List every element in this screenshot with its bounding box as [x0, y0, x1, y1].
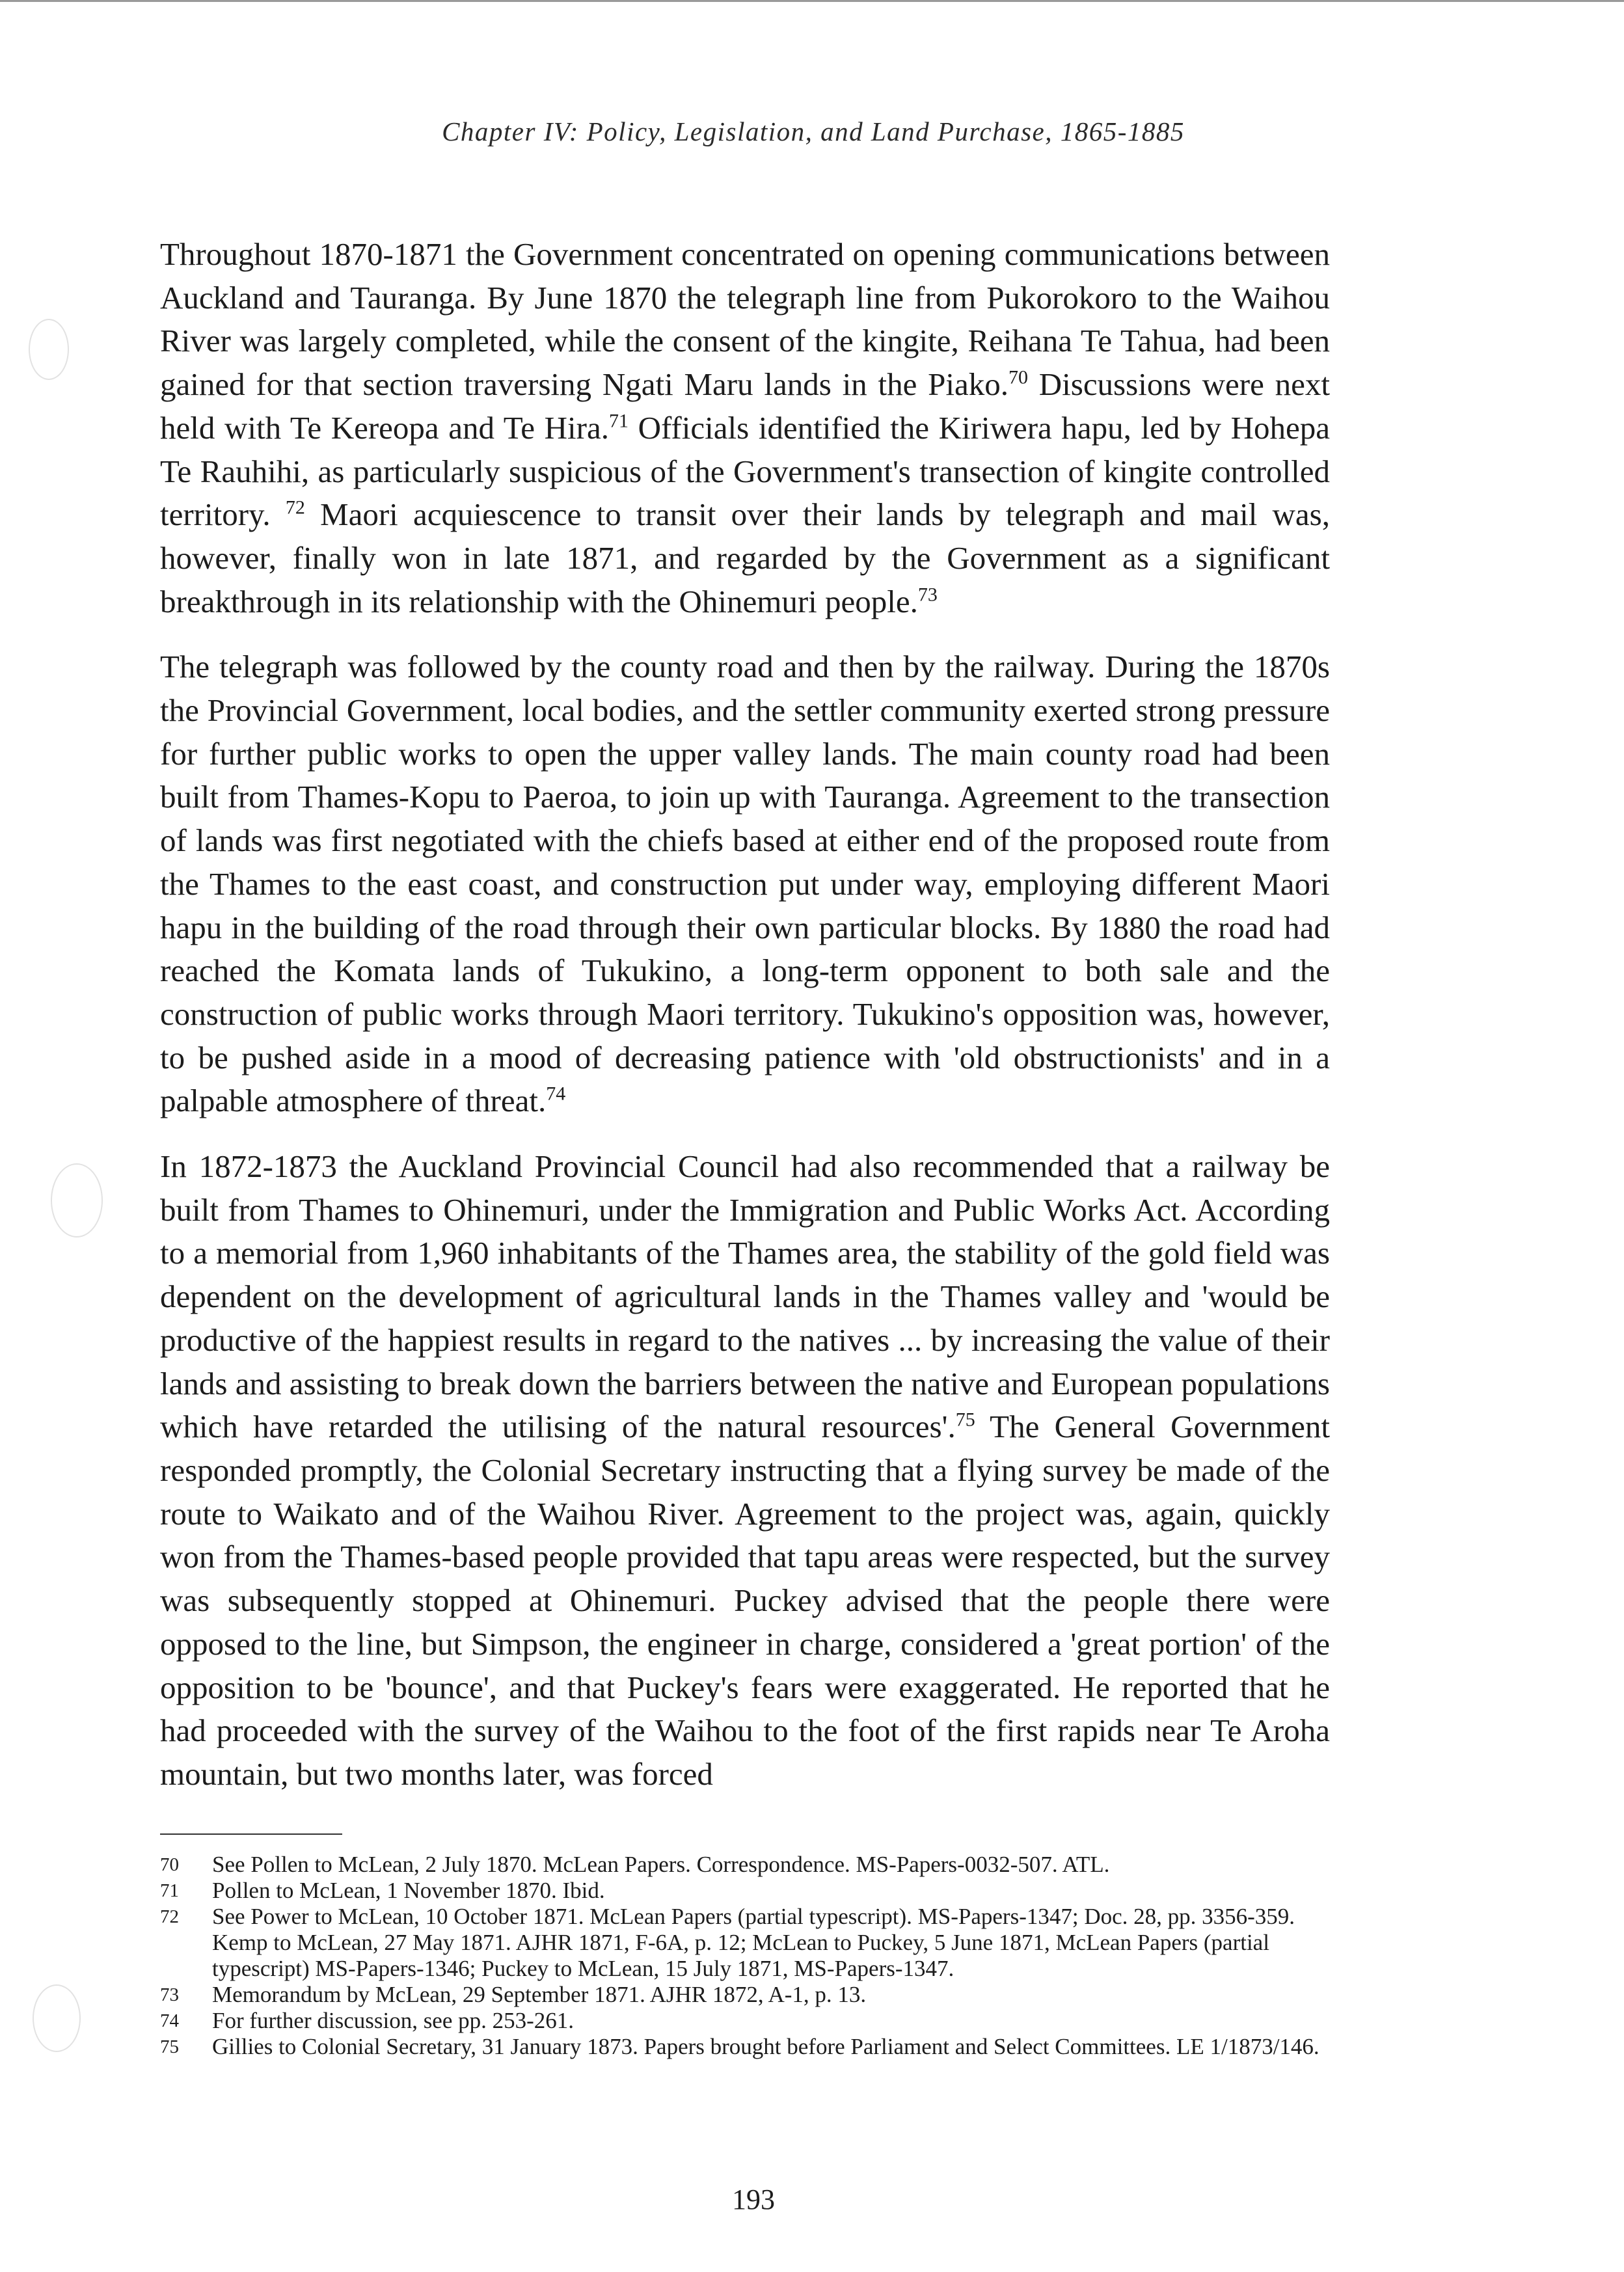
footnote-ref-75: 75 — [955, 1409, 975, 1431]
page-number: 193 — [732, 2184, 775, 2215]
paragraph-telegraph: Throughout 1870-1871 the Government concentrated on opening communications between Auckland and Tauranga. By June 1870 the telegraph line from Pukorokoro to the Waihou River was largely completed, while the consent of the kingite, Reihana Te Tahua, had been gained for that section traversing Ngati Maru lands in the Piako.$^{70}$ Discussions were next held with Te Kereopa and Te Hira.$^{71}$ Officials identified the Kiriwera hapu, led by Hohepa Te Rauhihi, as particularly suspicious of the Government's transection of kingite controlled territory. $^{72}$ Maori acquiescence to transit over their lands by telegraph and mail was, however, finally won in late 1871, and regarded by the Government as a significant breakthrough in its relationship with the Ohinemuri people.$^{73}$ — [160, 236, 1330, 619]
scan-hole-mark — [33, 1984, 81, 2052]
footnote-separator — [160, 1833, 342, 1835]
running-header: Chapter IV: Policy, Legislation, and Land Purchase, 1865-1885 — [442, 116, 1185, 146]
scan-top-edge — [0, 0, 1624, 2]
footnote-71: 71 Pollen to McLean, 1 November 1870. Ibid. — [160, 1878, 605, 1903]
footnote-73: 73 Memorandum by McLean, 29 September 1871. AJHR 1872, A-1, p. 13. — [160, 1982, 867, 2007]
footnote-75: 75 Gillies to Colonial Secretary, 31 January 1873. Papers brought before Parliament and Select Committees. LE 1/1873/146. — [160, 2034, 1320, 2059]
scan-hole-mark — [29, 319, 69, 380]
footnote-ref-71: 71 — [608, 410, 629, 432]
footnote-ref-70: 70 — [1008, 366, 1028, 388]
footnote-74: 74 For further discussion, see pp. 253-261. — [160, 2008, 575, 2033]
footnote-72: 72 See Power to McLean, 10 October 1871. McLean Papers (partial typescript). MS-Papers-1347; Doc. 28, pp. 3356-359. Kemp to McLean, 27 May 1871. AJHR 1871, F-6A, p. 12; McLean to Puckey, 5 June 1871, McLean Papers (partial typescript) MS-Papers-1346; Puckey to McLean, 15 July 1871, MS-Papers-1347. — [160, 1904, 1295, 1981]
footnote-ref-73: 73 — [917, 584, 938, 606]
footnote-ref-74: 74 — [546, 1083, 566, 1105]
paragraph-county-road: The telegraph was followed by the county road and then by the railway. During the 1870s the Provincial Government, local bodies, and the settler community exerted strong pressure for further public works to open the upper valley lands. The main county road had been built from Thames-Kopu to Paeroa, to join up with Tauranga. Agreement to the transection of lands was first negotiated with the chiefs based at either end of the proposed route from the Thames to the east coast, and construction put under way, employing different Maori hapu in the building of the road through their own particular blocks. By 1880 the road had reached the Komata lands of Tukukino, a long-term opponent to both sale and the construction of public works through Maori territory. Tukukino's opposition was, however, to be pushed aside in a mood of decreasing patience with 'old obstructionists' and in a palpable atmosphere of threat.$^{74}$ — [160, 649, 1330, 1119]
footnotes — [160, 1852, 1330, 2060]
main-text — [160, 233, 1330, 1819]
footnote-70: 70 See Pollen to McLean, 2 July 1870. McLean Papers. Correspondence. MS-Papers-0032-507. ATL. — [160, 1852, 1110, 1877]
paragraph-railway: In 1872-1873 the Auckland Provincial Council had also recommended that a railway be built from Thames to Ohinemuri, under the Immigration and Public Works Act. According to a memorial from 1,960 inhabitants of the Thames area, the stability of the gold field was dependent on the development of agricultural lands in the Thames valley and 'would be productive of the happiest results in regard to the natives ... by increasing the value of their lands and assisting to break down the barriers between the native and European populations which have retarded the utilising of the natural resources'.$^{75}$ The General Government responded promptly, the Colonial Secretary instructing that a flying survey be made of the route to Waikato and of the Waihou River. Agreement to the project was, again, quickly won from the Thames-based people provided that tapu areas were respected, but the survey was subsequently stopped at Ohinemuri. Puckey advised that the people there were opposed to the line, but Simpson, the engineer in charge, considered a 'great portion' of the opposition to be 'bounce', and that Puckey's fears were exaggerated. He reported that he had proceeded with the survey of the Waihou to the foot of the first rapids near Te Aroha mountain, but two months later, was forced — [160, 1148, 1330, 1792]
footnote-ref-72: 72 — [285, 496, 305, 519]
scan-hole-mark — [51, 1163, 103, 1237]
